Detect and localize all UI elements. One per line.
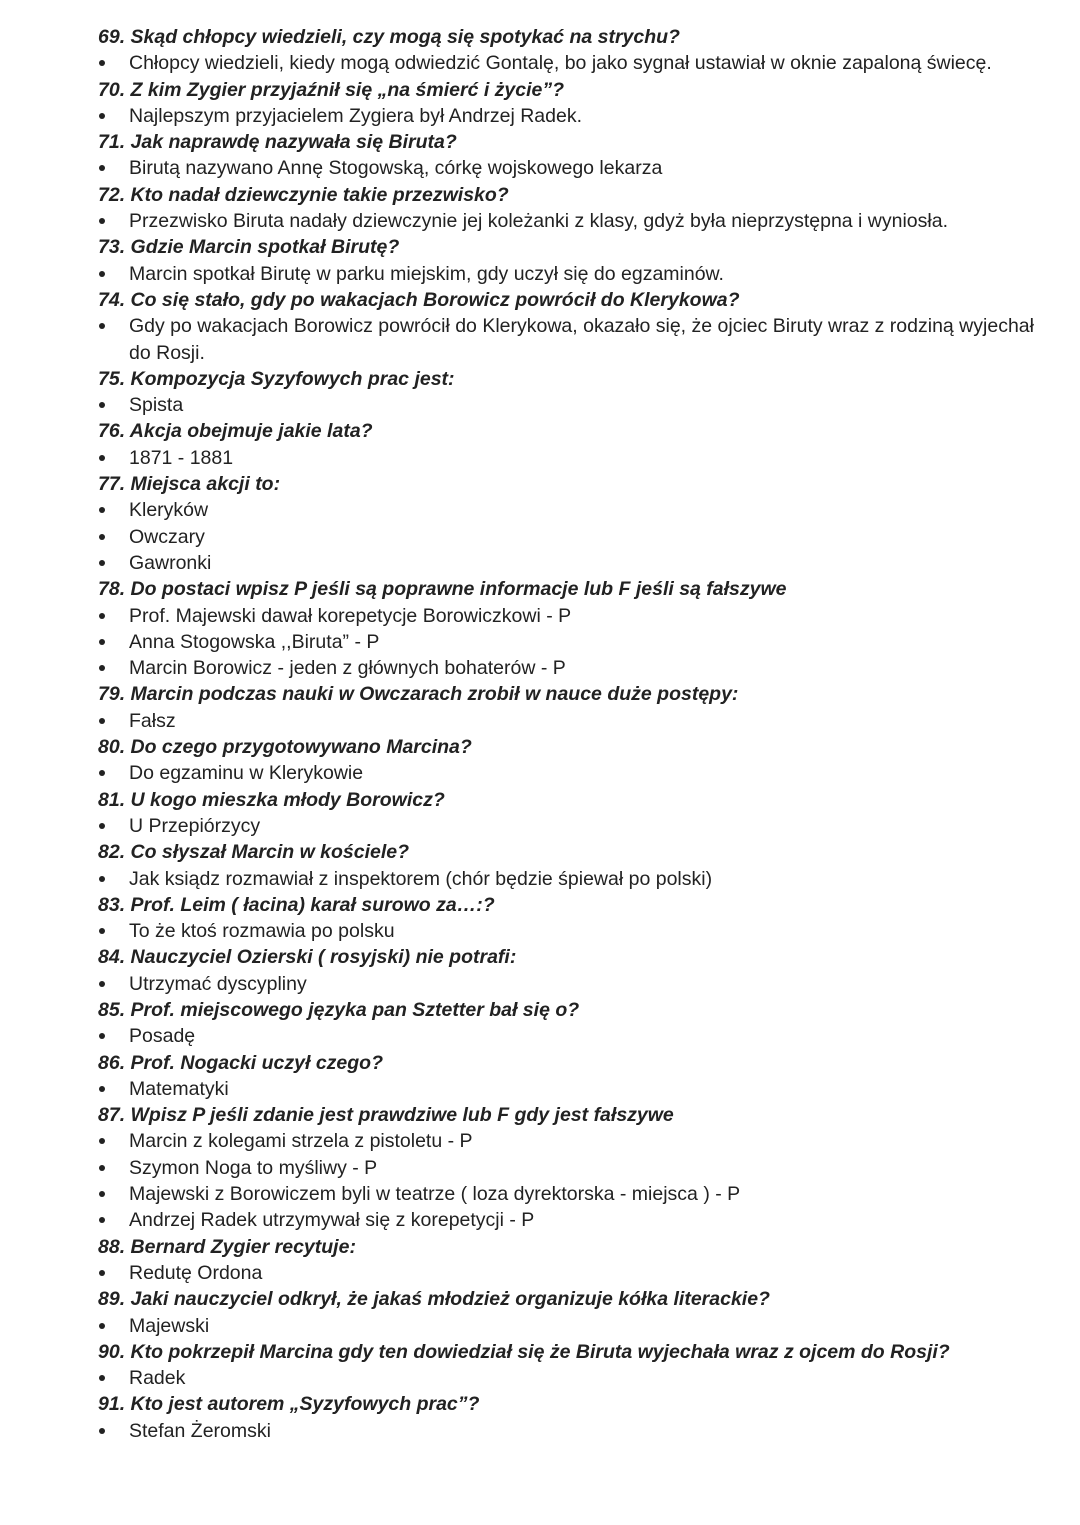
- question-heading: 80. Do czego przygotowywano Marcina?: [98, 736, 472, 759]
- answer-list: [98, 1128, 1058, 1233]
- qa-entry: [98, 1339, 1058, 1392]
- answer-item: [98, 103, 1058, 129]
- answer-text: Jak ksiądz rozmawiał z inspektorem (chór będzie śpiewał po polski): [129, 867, 713, 890]
- answer-item: [98, 1418, 1058, 1444]
- question-heading: 91. Kto jest autorem „Syzyfowych prac”?: [98, 1393, 480, 1416]
- question-heading: 89. Jaki nauczyciel odkrył, że jakaś młodzież organizuje kółka literackie?: [98, 1288, 770, 1311]
- answer-list: [98, 1023, 1058, 1049]
- answer-text: Stefan Żeromski: [129, 1419, 271, 1442]
- qa-entry: [98, 1391, 1058, 1444]
- answer-item: [98, 1365, 1058, 1391]
- qa-entry: [98, 24, 1058, 77]
- answer-list: [98, 866, 1058, 892]
- answer-text: Owczary: [129, 525, 205, 548]
- answer-list: [98, 918, 1058, 944]
- answer-item: [98, 813, 1058, 839]
- answer-item: [98, 708, 1058, 734]
- answer-item: [98, 1023, 1058, 1049]
- answer-text: To że ktoś rozmawia po polsku: [129, 920, 395, 943]
- answer-list: [98, 1076, 1058, 1102]
- answer-text: Najlepszym przyjacielem Zygiera był Andrzej Radek.: [129, 104, 583, 127]
- answer-text: Marcin Borowicz - jeden z głównych bohaterów - P: [129, 657, 566, 680]
- answer-list: [98, 708, 1058, 734]
- answer-list: [98, 445, 1058, 471]
- answer-list: [98, 208, 1058, 234]
- answer-text: Majewski: [129, 1314, 210, 1337]
- qa-entry: [98, 787, 1058, 840]
- answer-text: Przezwisko Biruta nadały dziewczynie jej koleżanki z klasy, gdyż była nieprzystępna i wyniosła.: [129, 210, 948, 233]
- answer-list: [98, 392, 1058, 418]
- question-heading: 72. Kto nadał dziewczynie takie przezwisko?: [98, 183, 509, 206]
- answer-text: Spista: [129, 394, 184, 417]
- question-heading: 74. Co się stało, gdy po wakacjach Borowicz powrócił do Klerykowa?: [98, 288, 740, 311]
- question-heading: 87. Wpisz P jeśli zdanie jest prawdziwe lub F gdy jest fałszywe: [98, 1104, 674, 1127]
- answer-list: [98, 155, 1058, 181]
- answer-list: [98, 497, 1058, 576]
- answer-item: [98, 261, 1058, 287]
- answer-list: [98, 813, 1058, 839]
- answer-item: [98, 313, 1058, 366]
- qa-entry: [98, 77, 1058, 130]
- answer-text: Redutę Ordona: [129, 1261, 263, 1284]
- answer-text: Andrzej Radek utrzymywał się z korepetycji - P: [129, 1209, 535, 1232]
- answer-text: Prof. Majewski dawał korepetycje Borowiczkowi - P: [129, 604, 572, 627]
- answer-list: [98, 1260, 1058, 1286]
- answer-list: [98, 313, 1058, 366]
- qa-entry: [98, 366, 1058, 419]
- qa-entry: [98, 681, 1058, 734]
- answer-text: Szymon Noga to myśliwy - P: [129, 1156, 378, 1179]
- answer-item: [98, 1076, 1058, 1102]
- qa-entry: [98, 1286, 1058, 1339]
- answer-item: [98, 1313, 1058, 1339]
- qa-entry: [98, 944, 1058, 997]
- answer-text: Marcin spotkał Birutę w parku miejskim, gdy uczył się do egzaminów.: [129, 262, 724, 285]
- answer-text: Posadę: [129, 1025, 196, 1048]
- question-heading: 81. U kogo mieszka młody Borowicz?: [98, 788, 445, 811]
- answer-item: [98, 1155, 1058, 1181]
- answer-text: Majewski z Borowiczem byli w teatrze ( loza dyrektorska - miejsca ) - P: [129, 1183, 741, 1206]
- question-heading: 83. Prof. Leim ( łacina) karał surowo za…:?: [98, 893, 495, 916]
- question-heading: 71. Jak naprawdę nazywała się Biruta?: [98, 131, 457, 154]
- question-heading: 77. Miejsca akcji to:: [98, 473, 281, 496]
- answer-item: [98, 866, 1058, 892]
- qa-entry: [98, 234, 1058, 287]
- question-heading: 70. Z kim Zygier przyjaźnił się „na śmierć i życie”?: [98, 78, 565, 101]
- answer-item: [98, 655, 1058, 681]
- answer-text: Kleryków: [129, 499, 209, 522]
- answer-item: [98, 392, 1058, 418]
- answer-item: [98, 1181, 1058, 1207]
- question-heading: 78. Do postaci wpisz P jeśli są poprawne informacje lub F jeśli są fałszywe: [98, 578, 787, 601]
- answer-text: Anna Stogowska ,,Biruta” - P: [129, 630, 380, 653]
- question-heading: 88. Bernard Zygier recytuje:: [98, 1235, 356, 1258]
- qa-entry: [98, 734, 1058, 787]
- question-heading: 76. Akcja obejmuje jakie lata?: [98, 420, 373, 443]
- answer-list: [98, 603, 1058, 682]
- question-heading: 84. Nauczyciel Ozierski ( rosyjski) nie potrafi:: [98, 946, 517, 969]
- qa-entry: [98, 892, 1058, 945]
- question-heading: 85. Prof. miejscowego języka pan Sztetter bał się o?: [98, 998, 580, 1021]
- qa-entry: [98, 576, 1058, 681]
- answer-list: [98, 1313, 1058, 1339]
- answer-list: [98, 1365, 1058, 1391]
- answer-list: [98, 103, 1058, 129]
- answer-text: 1871 - 1881: [129, 446, 234, 469]
- answer-list: [98, 50, 1058, 76]
- answer-item: [98, 524, 1058, 550]
- answer-text: Do egzaminu w Klerykowie: [129, 762, 364, 785]
- answer-text: Fałsz: [129, 709, 176, 732]
- qa-entry: [98, 1050, 1058, 1103]
- answer-text: Birutą nazywano Annę Stogowską, córkę wojskowego lekarza: [129, 157, 663, 180]
- answer-text: Chłopcy wiedzieli, kiedy mogą odwiedzić Gontalę, bo jako sygnał ustawiał w oknie zapaloną świecę.: [129, 52, 992, 75]
- answer-text: Gawronki: [129, 551, 212, 574]
- answer-item: [98, 445, 1058, 471]
- answer-item: [98, 208, 1058, 234]
- document-page: [98, 24, 1058, 1444]
- qa-entry: [98, 997, 1058, 1050]
- qa-entry: [98, 1234, 1058, 1287]
- qa-entry: [98, 418, 1058, 471]
- answer-text: Marcin z kolegami strzela z pistoletu - P: [129, 1130, 473, 1153]
- answer-item: [98, 971, 1058, 997]
- answer-item: [98, 497, 1058, 523]
- answer-list: [98, 760, 1058, 786]
- answer-text: Matematyki: [129, 1077, 229, 1100]
- answer-item: [98, 1260, 1058, 1286]
- answer-text: Utrzymać dyscypliny: [129, 972, 307, 995]
- question-heading: 75. Kompozycja Syzyfowych prac jest:: [98, 367, 455, 390]
- qa-entry: [98, 129, 1058, 182]
- answer-item: [98, 1207, 1058, 1233]
- qa-entry: [98, 182, 1058, 235]
- answer-list: [98, 971, 1058, 997]
- answer-item: [98, 918, 1058, 944]
- answer-item: [98, 1128, 1058, 1154]
- answer-item: [98, 603, 1058, 629]
- answer-text: Gdy po wakacjach Borowicz powrócił do Klerykowa, okazało się, że ojciec Biruty wraz z rodziną wyjechał do Rosji.: [129, 315, 1034, 364]
- answer-text: U Przepiórzycy: [129, 814, 261, 837]
- answer-text: Radek: [129, 1367, 186, 1390]
- question-heading: 90. Kto pokrzepił Marcina gdy ten dowiedział się że Biruta wyjechała wraz z ojcem do Rosji?: [98, 1340, 950, 1363]
- question-heading: 79. Marcin podczas nauki w Owczarach zrobił w nauce duże postępy:: [98, 683, 739, 706]
- qa-entry: [98, 471, 1058, 576]
- qa-entry: [98, 287, 1058, 366]
- question-heading: 73. Gdzie Marcin spotkał Birutę?: [98, 236, 400, 259]
- question-heading: 86. Prof. Nogacki uczył czego?: [98, 1051, 383, 1074]
- answer-item: [98, 155, 1058, 181]
- answer-item: [98, 550, 1058, 576]
- qa-entry: [98, 1102, 1058, 1233]
- qa-entry: [98, 839, 1058, 892]
- answer-item: [98, 50, 1058, 76]
- answer-list: [98, 1418, 1058, 1444]
- answer-item: [98, 760, 1058, 786]
- question-heading: 69. Skąd chłopcy wiedzieli, czy mogą się spotykać na strychu?: [98, 26, 680, 48]
- answer-list: [98, 261, 1058, 287]
- qa-list: [98, 24, 1058, 1444]
- question-heading: 82. Co słyszał Marcin w kościele?: [98, 841, 410, 864]
- answer-item: [98, 629, 1058, 655]
